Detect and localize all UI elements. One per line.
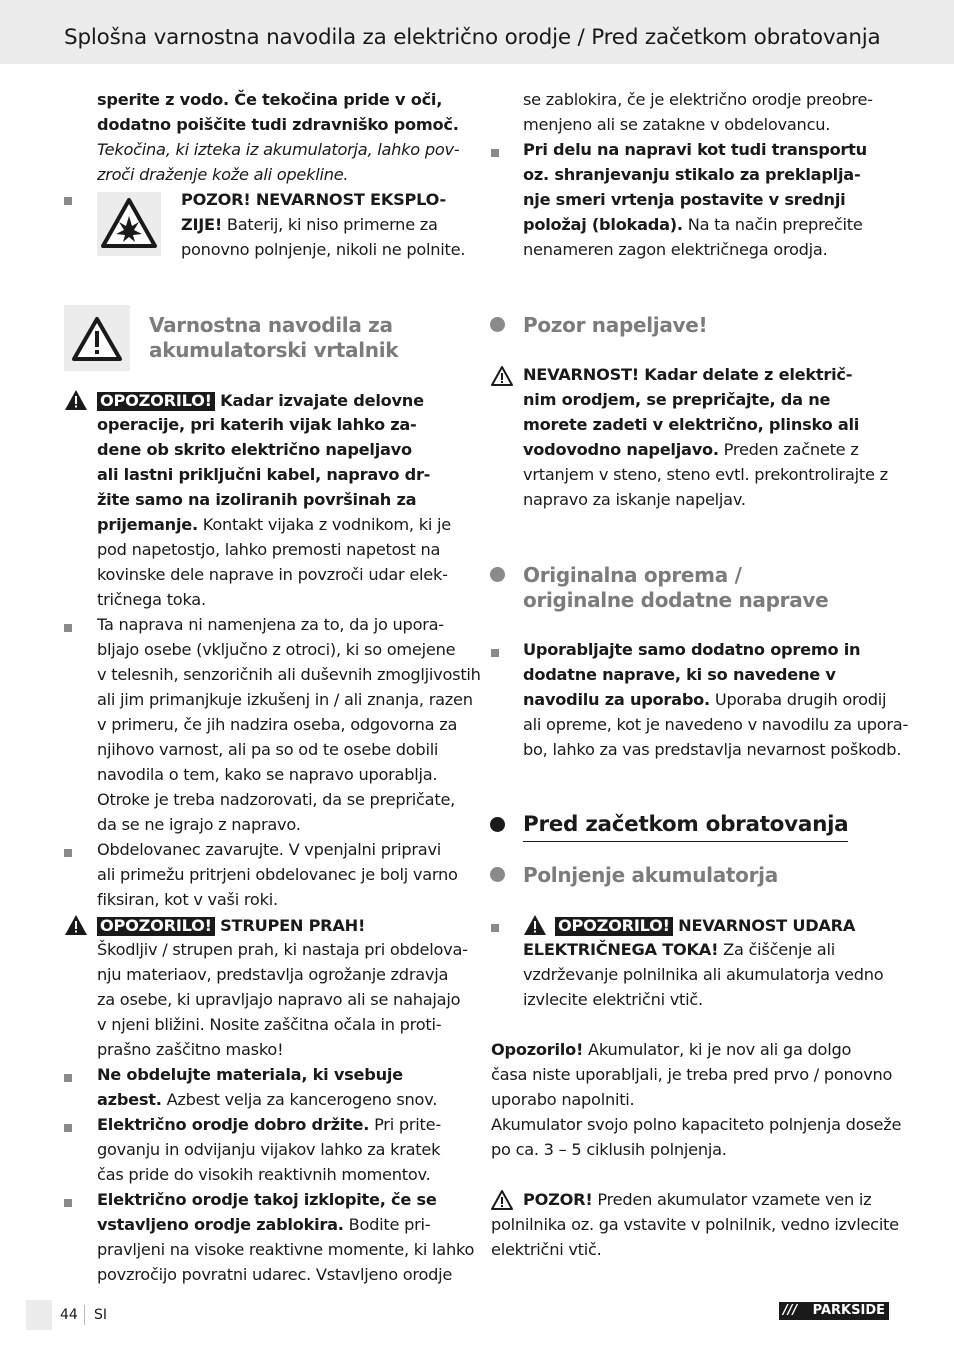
explosion-line-3: ponovno polnjenje, nikoli ne polnite. <box>181 240 466 259</box>
direction-line-5: nenameren zagon električnega orodja. <box>523 240 828 259</box>
heading-original-2: originalne dodatne naprave <box>523 588 829 612</box>
children-line: Otroke je treba nadzorovati, da se prepričate, <box>97 790 456 809</box>
direction-line-3: nje smeri vrtenja postavite v srednji <box>523 190 846 209</box>
direction-line-4: položaj (blokada). Na ta način preprečite <box>523 215 863 234</box>
danger-line-5: vrtanjem v steno, steno evtl. prekontrolirajte z <box>523 465 888 484</box>
hold-line-1: Električno orodje dobro držite. Pri prite- <box>97 1115 441 1134</box>
children-line: bljajo osebe (vključno z otroci), ki so omejene <box>97 640 456 659</box>
switchoff-line-1: Električno orodje takoj izklopite, če se <box>97 1190 437 1209</box>
warning-icon <box>64 914 88 936</box>
warn1-line-3: dene ob skrito električno napeljavo <box>97 440 412 459</box>
accessories-line-4: ali opreme, kot je navedeno v navodilu za upora- <box>523 715 909 734</box>
heading-before-start: Pred začetkom obratovanja <box>523 814 848 842</box>
note-line-4: Akumulator svojo polno kapaciteto polnjenja doseže <box>491 1115 902 1134</box>
section-title-line-2: akumulatorski vrtalnik <box>149 338 399 362</box>
danger-line-1: NEVARNOST! Kadar delate z električ- <box>523 365 853 384</box>
intro-line-4: zroči draženje kože ali opekline. <box>97 165 349 184</box>
page-header-band <box>0 0 954 64</box>
heading-wires: Pozor napeljave! <box>523 313 708 337</box>
warn3-line-2: ELEKTRIČNEGA TOKA! Za čiščenje ali <box>523 940 835 959</box>
note-line-5: po ca. 3 – 5 ciklusih polnjenja. <box>491 1140 727 1159</box>
danger-line-3: morete zadeti v električno, plinsko ali <box>523 415 860 434</box>
warn2-line: Škodljiv / strupen prah, ki nastaja pri obdelova- <box>97 940 468 959</box>
workpiece-line: Obdelovanec zavarujte. V vpenjalni pripravi <box>97 840 442 859</box>
danger-line-4: vodovodno napeljavo. Preden začnete z <box>523 440 859 459</box>
accessories-line-5: bo, lahko za vas predstavlja nevarnost poškodb. <box>523 740 902 759</box>
hold-line-3: čas pride do visokih reaktivnih momentov. <box>97 1165 431 1184</box>
bullet-square <box>64 197 72 205</box>
children-line: ali jim primanjkuje izkušenj in / ali znanja, razen <box>97 690 473 709</box>
section-dot <box>490 817 505 832</box>
intro-line-2: dodatno poiščite tudi zdravniško pomoč. <box>97 115 459 134</box>
warn2-line-1: OPOZORILO! STRUPEN PRAH! <box>97 917 365 936</box>
opozorilo-badge: OPOZORILO! <box>97 392 215 411</box>
warning-outline-icon <box>490 1189 514 1211</box>
children-line: njihovo varnost, ali pa so od te osebe dobili <box>97 740 439 759</box>
danger-line-6: napravo za iskanje napeljav. <box>523 490 746 509</box>
section-title-line-1: Varnostna navodila za <box>149 313 393 337</box>
explosion-line-1: POZOR! NEVARNOST EKSPLO- <box>181 190 446 209</box>
warn1-line-1: OPOZORILO! Kadar izvajate delovne <box>97 392 424 411</box>
warn3-line-3: vzdrževanje polnilnika ali akumulatorja vedno <box>523 965 884 984</box>
heading-original-1: Originalna oprema / <box>523 563 742 587</box>
workpiece-line: fiksiran, kot v vaši roki. <box>97 890 278 909</box>
accessories-line-1: Uporabljajte samo dodatno opremo in <box>523 640 861 659</box>
children-line: v telesnih, senzoričnih ali duševnih zmogljivostih <box>97 665 481 684</box>
intro-line-1: sperite z vodo. Če tekočina pride v oči, <box>97 90 443 109</box>
switchoff-line-2: vstavljeno orodje zablokira. Bodite pri- <box>97 1215 431 1234</box>
warn1-line-8: kovinske dele naprave in povzroči udar elek- <box>97 565 448 584</box>
caution-line-2: polnilnika oz. ga vstavite v polnilnik, vedno izvlecite <box>491 1215 899 1234</box>
direction-line-2: oz. shranjevanju stikalo za preklaplja- <box>523 165 861 184</box>
warn1-line-7: pod napetostjo, lahko premosti napetost na <box>97 540 441 559</box>
children-line: Ta naprava ni namenjena za to, da jo upora- <box>97 615 444 634</box>
children-line: navodila o tem, kako se napravo uporablja. <box>97 765 438 784</box>
bullet-square <box>64 1199 72 1207</box>
bullet-square <box>64 624 72 632</box>
direction-line-1: Pri delu na napravi kot tudi transportu <box>523 140 867 159</box>
page-number: 44 <box>60 1307 78 1323</box>
heading-charging: Polnjenje akumulatorja <box>523 863 778 887</box>
cont-line-1: se zablokira, če je električno orodje preobre- <box>523 90 873 109</box>
warn2-line: v njeni bližini. Nosite zaščitna očala in proti- <box>97 1015 442 1034</box>
warning-icon <box>523 914 547 936</box>
explosion-line-2: ZIJE! Baterij, ki niso primerne za <box>181 215 438 234</box>
footer-page-box <box>26 1300 52 1330</box>
warn1-line-2: operacije, pri katerih vijak lahko za- <box>97 415 417 434</box>
language-code: SI <box>94 1307 108 1323</box>
warn1-line-5: žite samo na izoliranih površinah za <box>97 490 417 509</box>
parkside-logo <box>779 1302 889 1320</box>
warn1-line-9: tričnega toka. <box>97 590 206 609</box>
bullet-square <box>64 849 72 857</box>
section-dot <box>490 867 505 882</box>
asbestos-line-2: azbest. Azbest velja za kancerogeno snov. <box>97 1090 438 1109</box>
switchoff-line-4: povzročijo povratni udarec. Vstavljeno orodje <box>97 1265 453 1284</box>
accessories-line-3: navodilu za uporabo. Uporaba drugih orodij <box>523 690 887 709</box>
switchoff-line-3: pravljeni na visoke reaktivne momente, ki lahko <box>97 1240 475 1259</box>
warn1-line-6: prijemanje. Kontakt vijaka z vodnikom, ki je <box>97 515 451 534</box>
children-line: v primeru, če jih nadzira oseba, odgovorna za <box>97 715 458 734</box>
caution-line-1: POZOR! Preden akumulator vzamete ven iz <box>523 1190 872 1209</box>
workpiece-line: ali primežu pritrjeni obdelovanec je bolj varno <box>97 865 458 884</box>
warn2-line: nju materiaov, predstavlja ogrožanje zdravja <box>97 965 449 984</box>
warning-outline-icon <box>490 365 514 387</box>
danger-line-2: nim orodjem, se prepričajte, da ne <box>523 390 831 409</box>
section-dot <box>490 567 505 582</box>
section-dot <box>490 317 505 332</box>
bullet-square <box>64 1124 72 1132</box>
warn1-line-4: ali lastni priključni kabel, napravo dr- <box>97 465 431 484</box>
children-line: da se ne igrajo z napravo. <box>97 815 301 834</box>
warn3-line-4: izvlecite električni vtič. <box>523 990 703 1009</box>
hold-line-2: govanju in odvijanju vijakov lahko za kratek <box>97 1140 441 1159</box>
note-line-3: uporabo napolniti. <box>491 1090 635 1109</box>
bullet-square <box>491 649 499 657</box>
warning-triangle-icon <box>64 305 130 371</box>
footer-divider <box>84 1305 85 1325</box>
warn2-line: prašno zaščitno masko! <box>97 1040 284 1059</box>
asbestos-line-1: Ne obdelujte materiala, ki vsebuje <box>97 1065 403 1084</box>
bullet-square <box>64 1074 72 1082</box>
opozorilo-badge: OPOZORILO! <box>97 917 215 936</box>
logo-stripes: /// <box>783 1303 798 1318</box>
caution-line-3: električni vtič. <box>491 1240 602 1259</box>
bullet-square <box>491 924 499 932</box>
warn3-line-1: OPOZORILO! NEVARNOST UDARA <box>555 917 855 936</box>
note-line-2: časa niste uporabljali, je treba pred prvo / ponovno <box>491 1065 893 1084</box>
logo-text: PARKSIDE <box>812 1303 885 1318</box>
opozorilo-badge: OPOZORILO! <box>555 917 673 936</box>
warn2-line: za osebe, ki upravljajo napravo ali se nahajajo <box>97 990 461 1009</box>
page-header-title: Splošna varnostna navodila za električno orodje / Pred začetkom obratovanja <box>64 25 881 50</box>
note-line-1: Opozorilo! Akumulator, ki je nov ali ga dolgo <box>491 1040 852 1059</box>
intro-line-3: Tekočina, ki izteka iz akumulatorja, lahko pov- <box>97 140 460 159</box>
accessories-line-2: dodatne naprave, ki so navedene v <box>523 665 836 684</box>
cont-line-2: menjeno ali se zatakne v obdelovancu. <box>523 115 831 134</box>
explosion-icon <box>97 192 161 256</box>
bullet-square <box>491 149 499 157</box>
warning-icon <box>64 389 88 411</box>
